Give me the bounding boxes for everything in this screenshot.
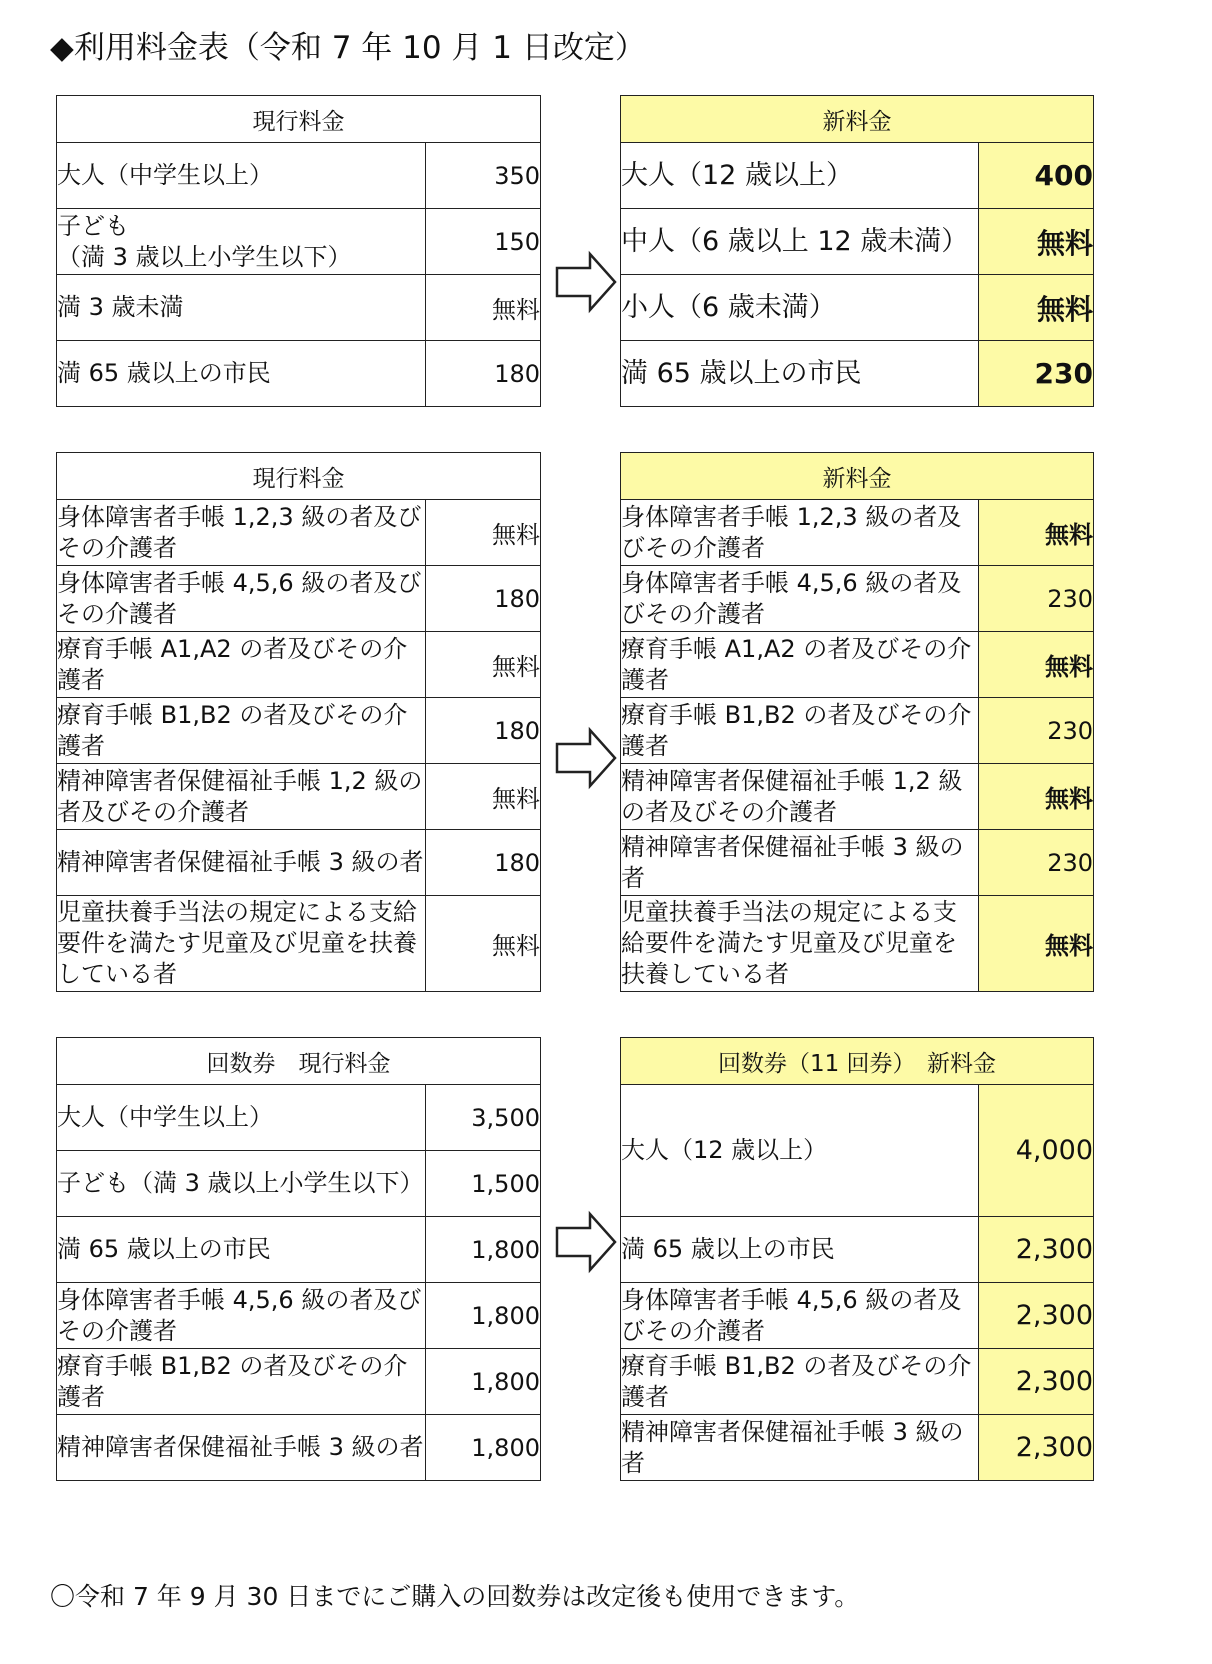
row-label: 精神障害者保健福祉手帳 3 級の者	[57, 830, 426, 896]
table-row	[621, 341, 1094, 407]
row-label: 精神障害者保健福祉手帳 1,2 級の者及びその介護者	[621, 764, 979, 830]
table-row	[621, 1415, 1094, 1481]
footnote: 〇令和 7 年 9 月 30 日までにご購入の回数券は改定後も使用できます。	[50, 1582, 860, 1611]
right-arrow-icon	[554, 726, 618, 790]
row-label: 子ども（満 3 歳以上小学生以下）	[57, 1151, 426, 1217]
row-value: 無料	[426, 764, 541, 830]
table-row	[57, 698, 541, 764]
row-label: 大人（12 歳以上）	[621, 1085, 979, 1217]
row-value: 180	[426, 698, 541, 764]
row-value: 180	[426, 341, 541, 407]
row-value: 2,300	[979, 1349, 1094, 1415]
table-header: 新料金	[621, 96, 1094, 143]
table-row	[57, 1217, 541, 1283]
row-value: 2,300	[979, 1415, 1094, 1481]
row-value: 2,300	[979, 1283, 1094, 1349]
table-header: 現行料金	[57, 96, 541, 143]
row-label: 療育手帳 B1,B2 の者及びその介護者	[57, 698, 426, 764]
table-new-disability	[620, 452, 1094, 992]
table-row	[621, 830, 1094, 896]
row-value: 350	[426, 143, 541, 209]
row-label: 療育手帳 A1,A2 の者及びその介護者	[621, 632, 979, 698]
table-row	[57, 1151, 541, 1217]
row-label: 大人（12 歳以上）	[621, 143, 979, 209]
row-label: 中人（6 歳以上 12 歳未満）	[621, 209, 979, 275]
row-label: 満 3 歳未満	[57, 275, 426, 341]
row-label: 療育手帳 B1,B2 の者及びその介護者	[621, 1349, 979, 1415]
row-value: 4,000	[979, 1085, 1094, 1217]
table-row	[57, 209, 541, 275]
table-new-coupon	[620, 1037, 1094, 1481]
row-value: 1,800	[426, 1283, 541, 1349]
row-label: 身体障害者手帳 1,2,3 級の者及びその介護者	[57, 500, 426, 566]
table-row	[621, 1085, 1094, 1217]
table-header: 現行料金	[57, 453, 541, 500]
row-label: 身体障害者手帳 4,5,6 級の者及びその介護者	[57, 566, 426, 632]
table-row	[57, 830, 541, 896]
table-current-disability	[56, 452, 541, 992]
table-header: 新料金	[621, 453, 1094, 500]
row-label: 大人（中学生以上）	[57, 1085, 426, 1151]
row-value: 180	[426, 830, 541, 896]
row-value: 無料	[426, 896, 541, 992]
row-label: 満 65 歳以上の市民	[621, 1217, 979, 1283]
table-header: 回数券（11 回券） 新料金	[621, 1038, 1094, 1085]
row-label: 身体障害者手帳 4,5,6 級の者及びその介護者	[57, 1283, 426, 1349]
table-row	[57, 500, 541, 566]
table-row	[57, 1415, 541, 1481]
table-row	[621, 143, 1094, 209]
table-current-coupon	[56, 1037, 541, 1481]
row-value: 150	[426, 209, 541, 275]
table-row	[621, 209, 1094, 275]
table-row	[621, 632, 1094, 698]
row-label: 大人（中学生以上）	[57, 143, 426, 209]
table-row	[57, 1349, 541, 1415]
table-row	[57, 896, 541, 992]
row-value: 230	[979, 830, 1094, 896]
table-row	[621, 566, 1094, 632]
row-value: 230	[979, 698, 1094, 764]
row-value: 180	[426, 566, 541, 632]
row-label: 精神障害者保健福祉手帳 3 級の者	[621, 1415, 979, 1481]
row-value: 1,500	[426, 1151, 541, 1217]
row-value: 無料	[426, 632, 541, 698]
table-row	[621, 896, 1094, 992]
row-value: 230	[979, 341, 1094, 407]
row-label: 療育手帳 B1,B2 の者及びその介護者	[621, 698, 979, 764]
row-label: 子ども （満 3 歳以上小学生以下）	[57, 209, 426, 275]
row-value: 無料	[426, 500, 541, 566]
table-row	[621, 1349, 1094, 1415]
row-label: 身体障害者手帳 4,5,6 級の者及びその介護者	[621, 566, 979, 632]
table-new-basic	[620, 95, 1094, 407]
right-arrow-icon	[554, 1210, 618, 1274]
row-label: 身体障害者手帳 1,2,3 級の者及びその介護者	[621, 500, 979, 566]
row-value: 230	[979, 566, 1094, 632]
row-label: 満 65 歳以上の市民	[57, 1217, 426, 1283]
row-label: 精神障害者保健福祉手帳 1,2 級の者及びその介護者	[57, 764, 426, 830]
table-row	[621, 1217, 1094, 1283]
table-row	[621, 500, 1094, 566]
row-value: 1,800	[426, 1349, 541, 1415]
row-value: 無料	[979, 500, 1094, 566]
table-row	[57, 275, 541, 341]
table-row	[621, 698, 1094, 764]
row-label: 児童扶養手当法の規定による支給要件を満たす児童及び児童を扶養している者	[621, 896, 979, 992]
row-label: 療育手帳 B1,B2 の者及びその介護者	[57, 1349, 426, 1415]
row-label: 身体障害者手帳 4,5,6 級の者及びその介護者	[621, 1283, 979, 1349]
table-row	[57, 1283, 541, 1349]
row-value: 無料	[979, 896, 1094, 992]
table-current-basic	[56, 95, 541, 407]
table-row	[621, 764, 1094, 830]
row-value: 無料	[979, 632, 1094, 698]
table-row	[57, 632, 541, 698]
row-value: 2,300	[979, 1217, 1094, 1283]
table-row	[57, 341, 541, 407]
row-value: 400	[979, 143, 1094, 209]
row-value: 3,500	[426, 1085, 541, 1151]
row-value: 無料	[426, 275, 541, 341]
row-label: 療育手帳 A1,A2 の者及びその介護者	[57, 632, 426, 698]
row-label: 児童扶養手当法の規定による支給要件を満たす児童及び児童を扶養している者	[57, 896, 426, 992]
row-label: 満 65 歳以上の市民	[621, 341, 979, 407]
table-row	[57, 566, 541, 632]
table-row	[57, 143, 541, 209]
row-label: 小人（6 歳未満）	[621, 275, 979, 341]
table-row	[621, 275, 1094, 341]
right-arrow-icon	[554, 250, 618, 314]
row-value: 無料	[979, 209, 1094, 275]
table-header: 回数券 現行料金	[57, 1038, 541, 1085]
row-label: 精神障害者保健福祉手帳 3 級の者	[621, 830, 979, 896]
row-value: 無料	[979, 764, 1094, 830]
table-row	[621, 1283, 1094, 1349]
row-label: 満 65 歳以上の市民	[57, 341, 426, 407]
page-title: ◆利用料金表（令和 7 年 10 月 1 日改定）	[50, 30, 646, 66]
row-label: 精神障害者保健福祉手帳 3 級の者	[57, 1415, 426, 1481]
row-value: 1,800	[426, 1217, 541, 1283]
row-value: 無料	[979, 275, 1094, 341]
row-value: 1,800	[426, 1415, 541, 1481]
table-row	[57, 1085, 541, 1151]
table-row	[57, 764, 541, 830]
